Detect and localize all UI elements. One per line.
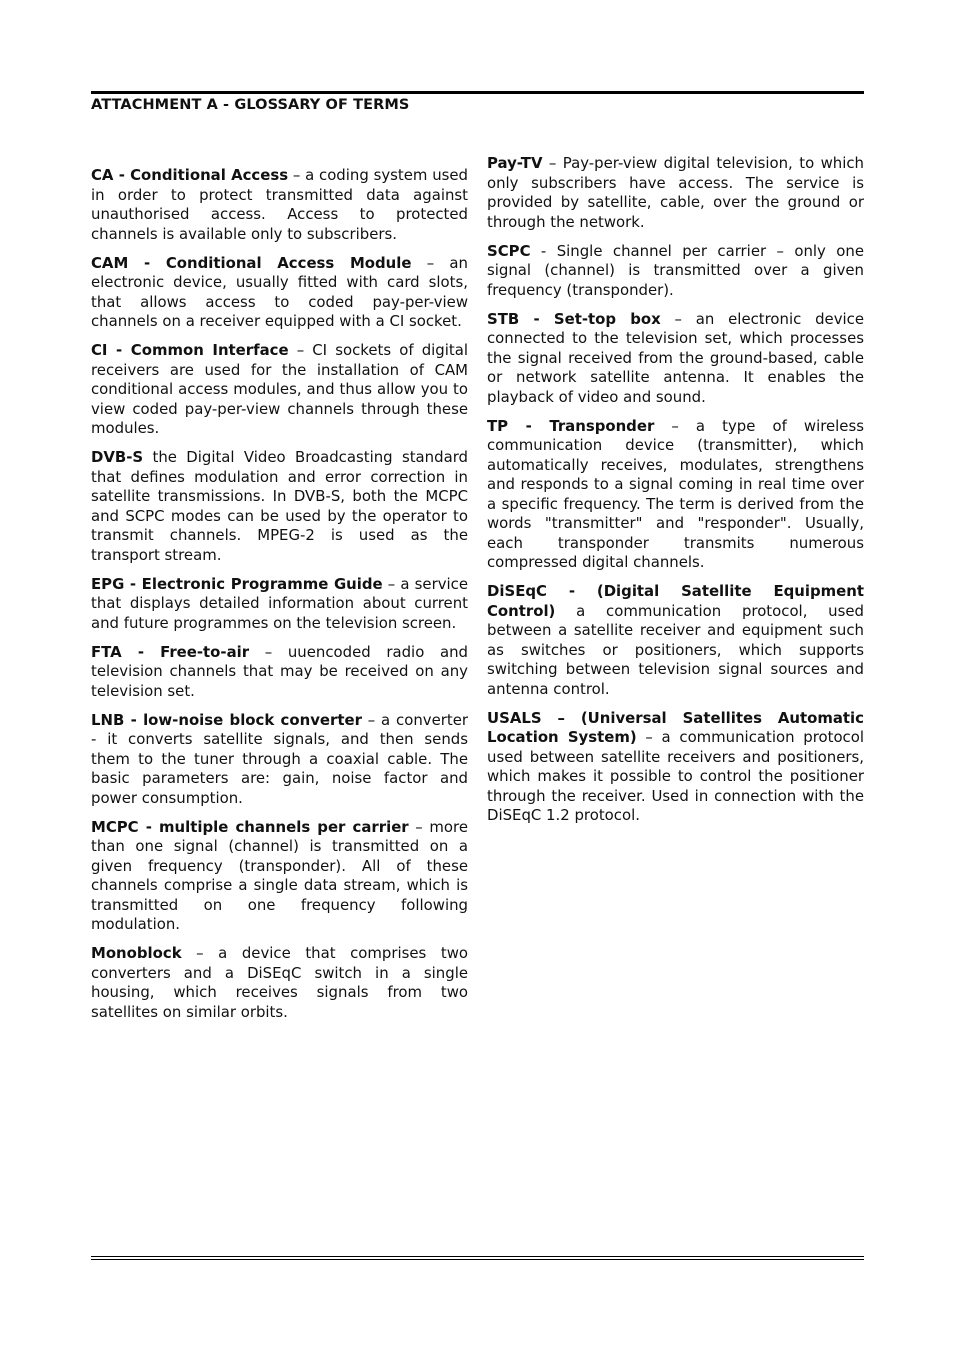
glossary-definition: – a service that displays detailed information about current and future programmes on the television screen. <box>91 574 468 632</box>
glossary-entry-usals <box>487 709 864 826</box>
footer-rule-second <box>91 1259 864 1260</box>
header-rule <box>91 91 864 94</box>
glossary-term: MCPC - multiple channels per carrier <box>91 817 409 836</box>
glossary-entry-monoblock <box>91 944 468 1022</box>
glossary-term: USALS – (Universal Satellites Automatic Location System) <box>487 708 864 746</box>
glossary-entry-lnb <box>91 711 468 809</box>
glossary-term: FTA - Free-to-air <box>91 642 250 661</box>
glossary-term: SCPC <box>487 241 531 260</box>
glossary-term: CI - Common Interface <box>91 341 289 359</box>
glossary-definition: a communication protocol, used between a satellite receiver and equipment such as switches or positioners, which supports switching between television signal sources and antenna control. <box>487 601 864 698</box>
footer-rule <box>91 1256 864 1257</box>
glossary-term: STB - Set-top box <box>487 309 661 328</box>
glossary-definition: – a device that comprises two converters and a DiSEqC switch in a single housing, which receives signals from two satellites on similar orbits. <box>91 944 468 1021</box>
glossary-entry-epg <box>91 575 468 634</box>
glossary-entry-mcpc <box>91 818 468 935</box>
glossary-entry-dvb-s <box>91 448 468 565</box>
glossary-column-left <box>91 166 468 1032</box>
glossary-definition: – a type of wireless communication device (transmitter), which automatically receives, modulates, strengthens and responds to a signal coming in real time over a specific frequency. The term is derived from the words "transmitter" and "responder". Usually, each transponder transmits numerous compressed digital channels. <box>487 416 864 571</box>
glossary-entry-diseqc <box>487 582 864 699</box>
glossary-definition: – uuencoded radio and television channels that may be received on any television set. <box>91 642 468 700</box>
glossary-definition: the Digital Video Broadcasting standard that defines modulation and error correction in satellite transmissions. In DVB-S, both the MCPC and SCPC modes can be used by the operator to transmit channels. MPEG-2 is used as the transport stream. <box>91 448 468 564</box>
glossary-definition: – more than one signal (channel) is transmitted on a given frequency (transponder). All of these channels comprise a single data stream, which is transmitted on one frequency following modulation. <box>91 817 468 933</box>
glossary-entry-ca <box>91 166 468 244</box>
glossary-definition: – Pay-per-view digital television, to which only subscribers have access. The service is provided by satellite, cable, over the ground or through the network. <box>487 154 864 231</box>
glossary-term: LNB - low-noise block converter <box>91 710 362 729</box>
glossary-term: DVB-S <box>91 448 144 466</box>
glossary-column-right <box>487 154 864 835</box>
glossary-term: CA - Conditional Access <box>91 166 289 184</box>
glossary-definition: – CI sockets of digital receivers are used for the installation of CAM conditional access modules, and thus allow you to view coded pay-per-view channels through these modules. <box>91 341 468 437</box>
glossary-entry-cam <box>91 254 468 332</box>
glossary-entry-scpc <box>487 242 864 301</box>
glossary-term: CAM - Conditional Access Module <box>91 253 412 272</box>
glossary-definition: - Single channel per carrier – only one signal (channel) is transmitted over a given frequency (transponder). <box>487 241 864 299</box>
glossary-entry-ci <box>91 341 468 439</box>
glossary-definition: – a coding system used in order to protect transmitted data against unauthorised access. Access to protected channels is available only to subscribers. <box>91 166 468 243</box>
glossary-term: EPG - Electronic Programme Guide <box>91 574 383 593</box>
glossary-definition: – a converter - it converts satellite signals, and then sends them to the tuner through a coaxial cable. The basic parameters are: gain, noise factor and power consumption. <box>91 710 468 807</box>
glossary-term: TP - Transponder <box>487 416 655 435</box>
glossary-definition: – a communication protocol used between satellite receivers and positioners, which makes it possible to control the positioner through the receiver. Used in connection with the DiSEqC 1.2 protocol. <box>487 728 864 824</box>
glossary-definition: – an electronic device, usually fitted with card slots, that allows access to coded pay-per-view channels on a receiver equipped with a CI socket. <box>91 253 468 330</box>
glossary-entry-fta <box>91 643 468 702</box>
glossary-term: Pay-TV <box>487 154 543 172</box>
glossary-term: Monoblock <box>91 944 182 962</box>
glossary-term: DiSEqC - (Digital Satellite Equipment Control) <box>487 582 864 620</box>
glossary-entry-stb <box>487 310 864 408</box>
glossary-entry-pay-tv <box>487 154 864 232</box>
page-heading: ATTACHMENT A - GLOSSARY OF TERMS <box>91 97 410 113</box>
glossary-definition: – an electronic device connected to the television set, which processes the signal received from the ground-based, cable or network satellite antenna. It enables the playback of video and sound. <box>487 309 864 406</box>
glossary-entry-tp <box>487 417 864 573</box>
